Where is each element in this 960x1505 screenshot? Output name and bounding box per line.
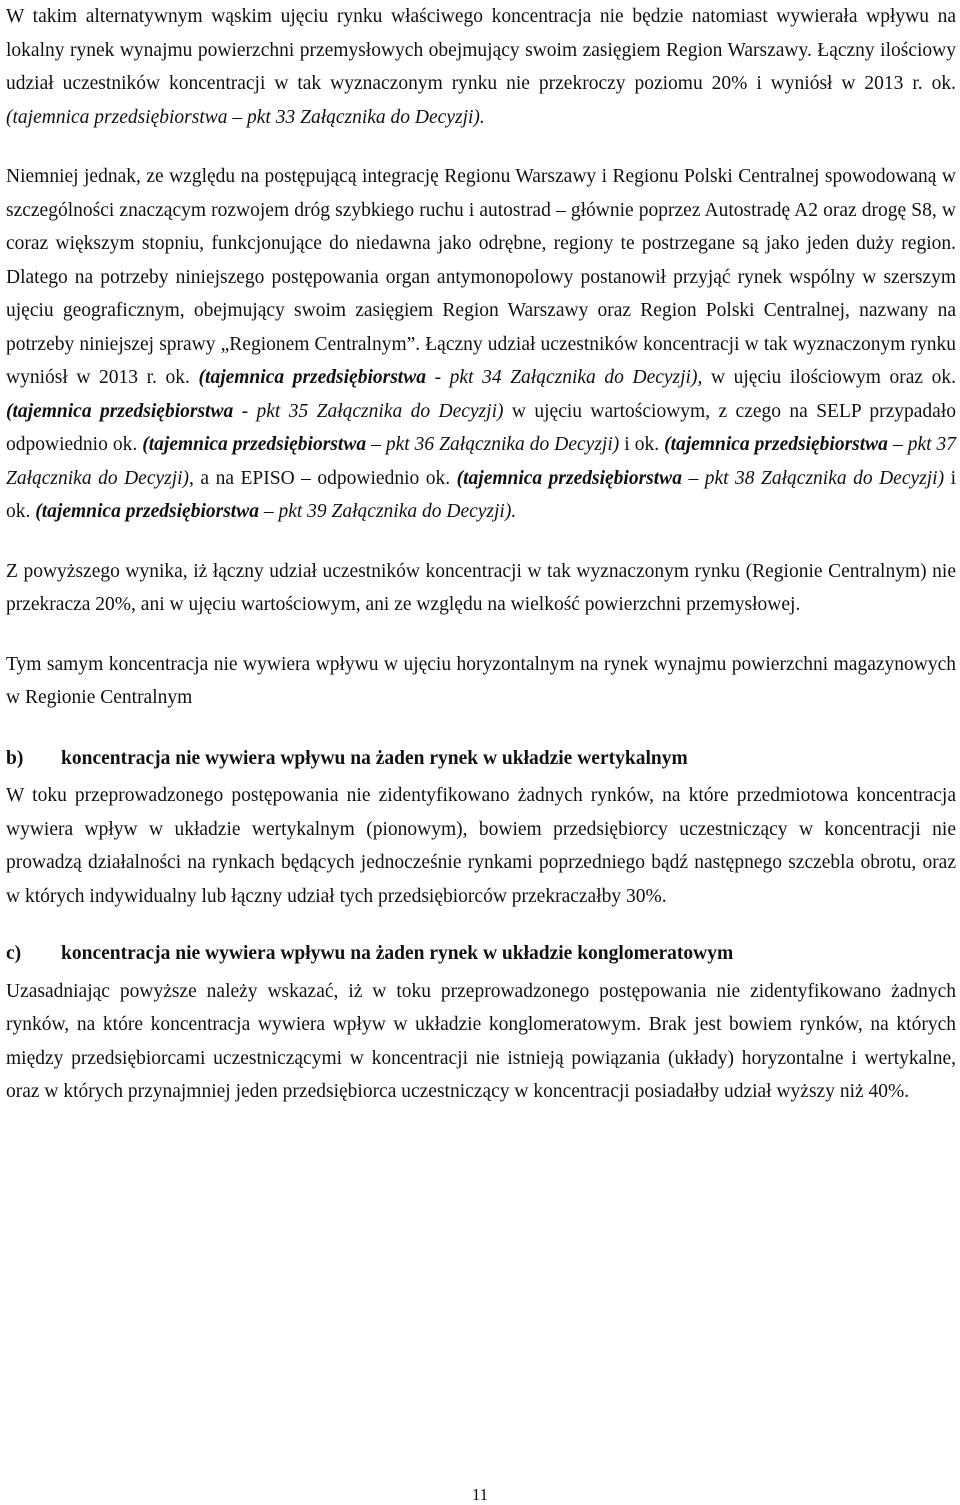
paragraph-text: i ok. — [6, 467, 956, 522]
paragraph-text: W takim alternatywnym wąskim ujęciu rynku właściwego koncentracja nie będzie natomiast wywierała wpływu na lokalny rynek wynajmu powierzchni przemysłowych obejmujący swoim zasięgiem Region Warszawy. Łączny ilościowy udział uczestników koncentracji w tak wyznaczonym rynku nie przekroczy poziomu 20% i wyniósł w 2013 r. ok. — [6, 6, 956, 94]
confidential-label: (tajemnica przedsiębiorstwa — [664, 434, 888, 455]
confidential-note — [35, 501, 516, 522]
confidential-ref: – pkt 38 Załącznika do Decyzji) — [688, 467, 945, 489]
confidential-label: (tajemnica przedsiębiorstwa — [198, 367, 426, 388]
paragraph-text: Niemniej jednak, ze względu na postępującą integrację Regionu Warszawy i Regionu Polski Centralnej spowodowaną w szczególności znaczącym rozwojem dróg szybkiego ruchu i autostrad – głównie poprzez Autostradę A2 oraz drogę S8, w coraz większym stopniu, funkcjonujące do niedawna jako odrębne, regiony te postrzegane są jako jeden duży region. Dlatego na potrzeby niniejszego postępowania organ antymonopolowy postanowił przyjąć rynek wspólny w szerszym ujęciu geograficznym, obejmujący swoim zasięgiem Region Warszawy oraz Region Polski Centralnej, nazwany na potrzeby niniejszej sprawy „Regionem Centralnym”. Łączny udział uczestników koncentracji w tak wyznaczonym rynku wyniósł w 2013 r. ok. — [6, 166, 956, 388]
section-b-text: W toku przeprowadzonego postępowania nie zidentyfikowano żadnych rynków, na które przedmiotowa koncentracja wywiera wpływ w układzie wertykalnym (pionowym), bowiem przedsiębiorcy uczestniczący w koncentracji nie prowadzą działalności na rynkach będących jednocześnie rynkami poprzedniego bądź następnego szczebla obrotu, oraz w których indywidualny lub łączny udział tych przedsiębiorców przekraczałby 30%. — [6, 785, 956, 907]
paragraph-conclusion: Z powyższego wynika, iż łączny udział uczestników koncentracji w tak wyznaczonym rynku (Regionie Centralnym) nie przekracza 20%, ani w ujęciu wartościowym, ani ze względu na wielkość powierzchni przemysłowej. — [6, 560, 956, 615]
confidential-label: (tajemnica przedsiębiorstwa — [35, 501, 259, 522]
confidential-label: (tajemnica przedsiębiorstwa — [456, 467, 682, 489]
confidential-ref: - pkt 35 Załącznika do Decyzji) — [241, 400, 504, 422]
confidential-ref: - pkt 34 Załącznika do Decyzji), — [434, 367, 703, 388]
confidential-ref: – pkt 39 Załącznika do Decyzji). — [263, 501, 517, 522]
paragraph-text: w ujęciu wartościowym, z czego na SELP przypadało odpowiednio ok. — [6, 400, 957, 455]
section-marker: b) — [6, 747, 24, 769]
section-marker: c) — [6, 943, 22, 964]
section-title: koncentracja nie wywiera wpływu na żaden rynek w układzie konglomeratowym — [61, 943, 734, 964]
paragraph-narrow-market — [6, 0, 956, 134]
paragraph-text: a na EPISO – odpowiednio ok. — [200, 467, 451, 489]
confidential-note — [6, 401, 503, 422]
confidential-note — [199, 367, 703, 388]
confidential-note — [142, 434, 619, 455]
page-number: 11 — [471, 1485, 489, 1504]
paragraph-horizontal-summary: Tym samym koncentracja nie wywiera wpływu w ujęciu horyzontalnym na rynek wynajmu powierzchni magazynowych w Regionie Centralnym — [6, 653, 956, 708]
confidential-note — [457, 468, 944, 489]
section-c-text: Uzasadniając powyższe należy wskazać, iż w toku przeprowadzonego postępowania nie zidentyfikowano żadnych rynków, na które koncentracja wywiera wpływ w układzie konglomeratowym. Brak jest bowiem rynków, na których między przedsiębiorcami uczestniczącymi w koncentracji nie istnieją powiązania (układy) horyzontalne i wertykalne, oraz w których przynajmniej jeden przedsiębiorca uczestniczący w koncentracji posiadałby udział wyższy niż 40%. — [6, 980, 956, 1102]
paragraph-text: i ok. — [624, 434, 660, 455]
confidential-label: (tajemnica przedsiębiorstwa — [6, 400, 234, 422]
confidential-ref: – pkt 36 Załącznika do Decyzji) — [371, 434, 620, 455]
document-page — [6, 0, 956, 1109]
paragraph-text: w ujęciu ilościowym oraz ok. — [710, 367, 956, 388]
section-title: koncentracja nie wywiera wpływu na żaden rynek w układzie wertykalnym — [61, 747, 688, 769]
paragraph-central-region — [6, 160, 956, 529]
section-b-heading — [6, 742, 956, 776]
section-c-heading — [6, 937, 956, 971]
confidential-note: (tajemnica przedsiębiorstwa – pkt 33 Załącznika do Decyzji). — [6, 106, 485, 128]
confidential-label: (tajemnica przedsiębiorstwa — [142, 434, 367, 455]
confidential-ref: – pkt 37 Załącznika do Decyzji), — [6, 434, 957, 489]
